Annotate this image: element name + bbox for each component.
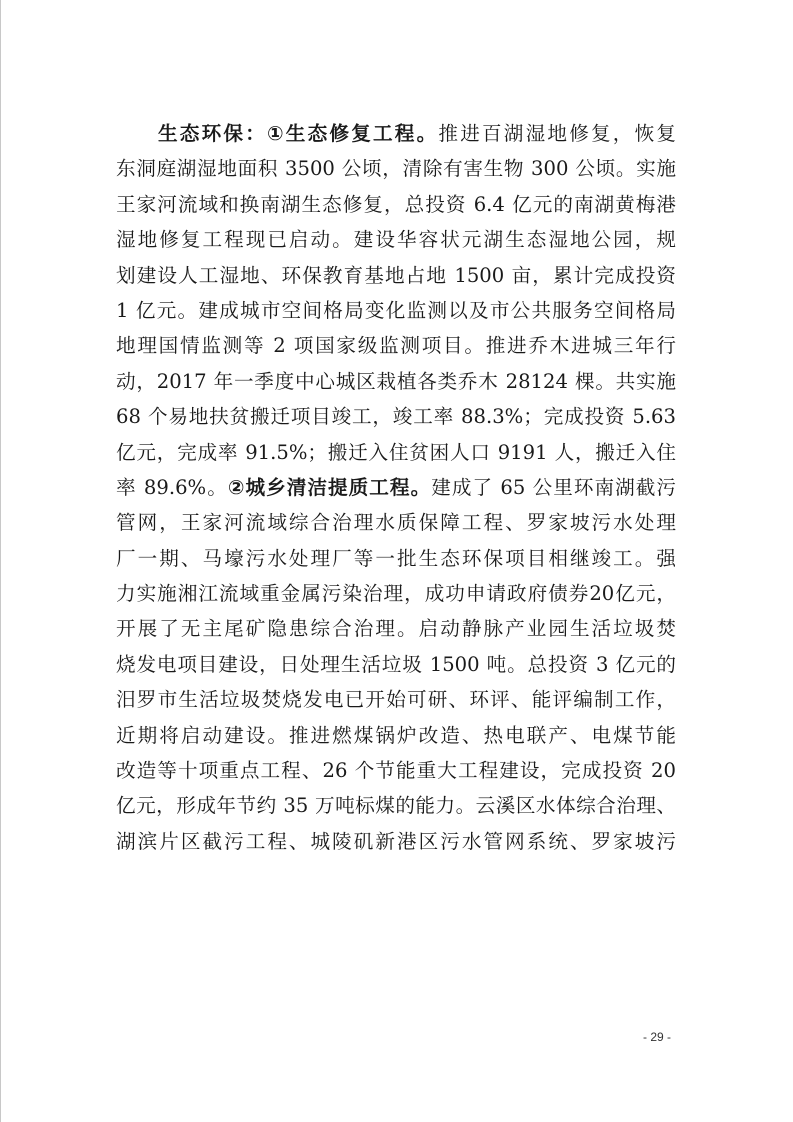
text-line (116, 718, 676, 753)
text-line (116, 222, 676, 257)
text-line (116, 364, 676, 399)
body-text: 动，2017 年一季度中心城区栽植各类乔木 28124 棵。共实施 (116, 369, 676, 393)
body-text: 汨罗市生活垃圾焚烧发电已开始可研、环评、能评编制工作， (116, 688, 676, 712)
text-line (116, 399, 676, 434)
text-line (116, 258, 676, 293)
bold-heading-text: ②城乡清洁提质工程。 (227, 475, 432, 499)
body-text: 湖滨片区截污工程、城陵矶新港区污水管网系统、罗家坡污 (116, 829, 676, 853)
body-text: 力实施湘江流域重金属污染治理，成功申请政府债券20亿元， (116, 582, 676, 606)
body-text: 68 个易地扶贫搬迁项目竣工，竣工率 88.3%；完成投资 5.63 (116, 405, 676, 429)
page-number: - 29 - (643, 1030, 672, 1044)
text-line (116, 470, 676, 505)
bold-heading-text: 生态环保：①生态修复工程。 (158, 122, 439, 145)
body-text: 亿元，形成年节约 35 万吨标煤的能力。云溪区水体综合治理、 (116, 794, 676, 818)
text-line (116, 293, 676, 328)
body-text: 烧发电项目建设，日处理生活垃圾 1500 吨。总投资 3 亿元的 (116, 652, 676, 676)
text-line (116, 505, 676, 540)
text-line (116, 824, 676, 859)
text-line (116, 328, 676, 363)
text-line (116, 753, 676, 788)
text-line (116, 576, 676, 611)
text-line (116, 541, 676, 576)
body-text: 管网，王家河流域综合治理水质保障工程、罗家坡污水处理 (116, 511, 676, 535)
body-text: 湿地修复工程现已启动。建设华容状元湖生态湿地公园，规 (116, 228, 676, 252)
body-text: 建成了 65 公里环南湖截污 (431, 475, 676, 499)
body-text: 推进百湖湿地修复，恢复 (438, 122, 677, 145)
body-text: 地理国情监测等 2 项国家级监测项目。推进乔木进城三年行 (116, 334, 676, 358)
text-line (116, 647, 676, 682)
body-text: 近期将启动建设。推进燃煤锅炉改造、热电联产、电煤节能 (116, 723, 676, 747)
body-text: 1 亿元。建成城市空间格局变化监测以及市公共服务空间格局 (116, 298, 676, 322)
text-line (116, 611, 676, 646)
body-text: 开展了无主尾矿隐患综合治理。启动静脉产业园生活垃圾焚 (116, 617, 676, 641)
text-line (116, 116, 676, 151)
body-text: 东洞庭湖湿地面积 3500 公顷，清除有害生物 300 公顷。实施 (116, 157, 676, 181)
text-line (116, 682, 676, 717)
body-text: 划建设人工湿地、环保教育基地占地 1500 亩，累计完成投资 (116, 263, 676, 287)
text-line (116, 788, 676, 823)
body-text: 王家河流域和换南湖生态修复，总投资 6.4 亿元的南湖黄梅港 (116, 192, 676, 216)
body-text: 厂一期、马壕污水处理厂等一批生态环保项目相继竣工。强 (116, 546, 676, 570)
body-text: 率 89.6%。 (116, 475, 228, 499)
body-text: 改造等十项重点工程、26 个节能重大工程建设，完成投资 20 (116, 759, 676, 783)
body-paragraph (116, 116, 676, 859)
text-line (116, 151, 676, 186)
text-line (116, 435, 676, 470)
text-line (116, 187, 676, 222)
page-left-edge (0, 0, 1, 1122)
body-text: 亿元，完成率 91.5%；搬迁入住贫困人口 9191 人，搬迁入住 (116, 440, 676, 464)
